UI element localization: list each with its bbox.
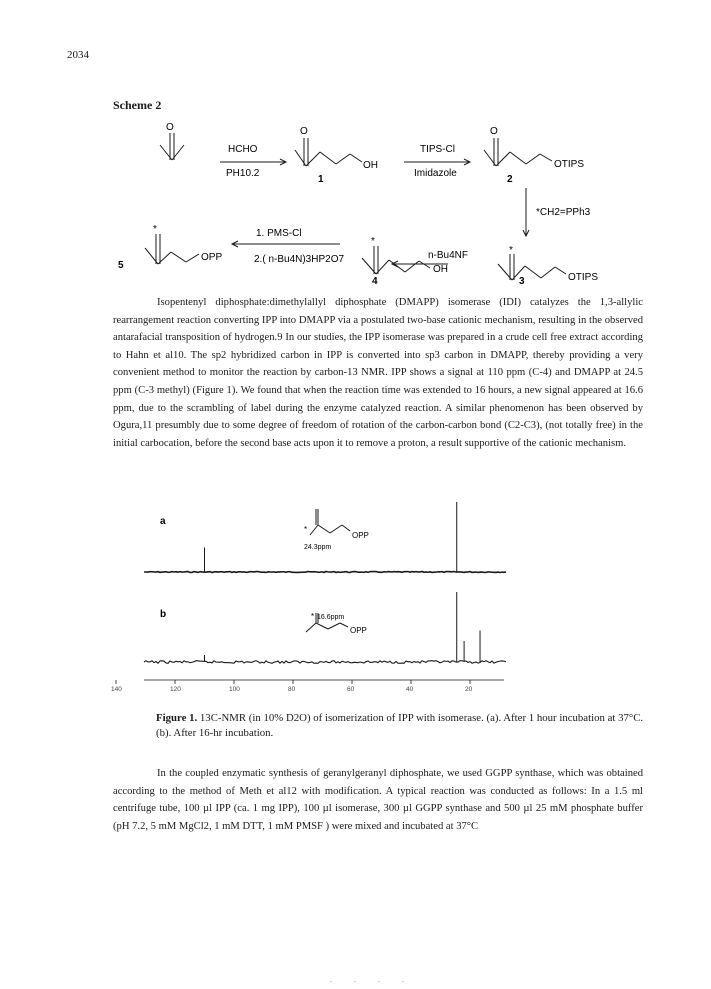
compound-2-oxygen-label: O bbox=[490, 126, 498, 137]
x-axis-tick-label: 100 bbox=[229, 686, 240, 693]
compound-3-star: * bbox=[509, 245, 513, 256]
panel-b-star: * bbox=[311, 612, 315, 621]
x-axis-tick-label: 40 bbox=[406, 686, 414, 693]
reagent-tbaf: n-Bu4NF bbox=[428, 250, 469, 261]
panel-a-star: * bbox=[304, 525, 308, 534]
compound-1-oh-label: OH bbox=[363, 160, 378, 171]
panel-a-shift-label: 24.3ppm bbox=[304, 544, 332, 551]
compound-5-opp-label: OPP bbox=[201, 252, 223, 263]
reagent-ph: PH10.2 bbox=[226, 168, 260, 179]
compound-4-star: * bbox=[371, 236, 375, 247]
compound-3-number: 3 bbox=[519, 276, 525, 287]
reagent-wittig: *CH2=PPh3 bbox=[536, 207, 591, 218]
paragraph-isomerase-mechanism: Isopentenyl diphosphate:dimethylallyl diphosphate (DMAPP) isomerase (IDI) catalyzes the 1,3-allylic rearrangement reaction converting IPP into DMAPP via a postulated two-base cationic mechanism, resulting in the observed antarafacial transposition of hydrogen.9 In our studies, the IPP isomerase was prepared in a crude cell free extract according to Hahn et al10. The sp2 hybridized carbon in IPP is converted into sp3 carbon in DMAPP, thereby providing a very convenient method to monitor the reaction by carbon-13 NMR. IPP shows a signal at 110 ppm (C-4) and DMAPP at 24.5 ppm (C-3 methyl) (Figure 1). We found that when the reaction time was extended to 16 hours, a new signal appeared at 16.6 ppm, due to the scrambling of label during the enzyme catalyzed reaction. A similar phenomenon has been observed by Ogura,11 presumbly due to some degree of freedom of rotation of the carbon-carbon bond (C2-C3), (not totally free) in the initial carbocation, before the second base acts upon it to remove a proton, a result supportive of the cationic mechanism. bbox=[113, 297, 643, 449]
reagent-tips-cl: TIPS-Cl bbox=[420, 144, 455, 155]
compound-3-otips-label: OTIPS bbox=[568, 272, 599, 283]
x-axis-tick-label: 140 bbox=[111, 686, 122, 693]
panel-b-shift-label: 16.6ppm bbox=[317, 614, 345, 621]
compound-2-otips-label: OTIPS bbox=[554, 159, 585, 170]
panel-a-opp-label: OPP bbox=[352, 531, 369, 540]
panel-b-opp-label: OPP bbox=[350, 626, 367, 635]
nmr-spectra-figure bbox=[0, 495, 711, 705]
x-axis-tick-label: 120 bbox=[170, 686, 181, 693]
x-axis-tick-label: 20 bbox=[465, 686, 473, 693]
paragraph-ggpp-synthesis: In the coupled enzymatic synthesis of geranylgeranyl diphosphate, we used GGPP synthase, which was obtained according to the method of Meth et al12 with modification. A typical reaction was conducted as follows: In a 1.5 ml centrifuge tube, 100 µl IPP (ca. 1 mg IPP), 100 µl isomerase, 300 µl GGPP synthase and 500 µl 25 mM phosphate buffer (pH 7.2, 5 mM MgCl2, 1 mM DTT, 1 mM PMSF ) were mixed and incubated at 37°C bbox=[113, 768, 643, 832]
scheme-2-diagram bbox=[0, 0, 711, 290]
reagent-pyrophosphate: 2.( n-Bu4N)3HP2O7 bbox=[254, 254, 345, 265]
compound-2-number: 2 bbox=[507, 174, 513, 185]
scan-artifact-dots: . . . . bbox=[330, 975, 414, 984]
x-axis-tick-label: 60 bbox=[347, 686, 355, 693]
panel-a-label: a bbox=[160, 516, 166, 527]
nmr-plot-area bbox=[111, 502, 506, 693]
reagent-imidazole: Imidazole bbox=[414, 168, 457, 179]
figure-caption bbox=[156, 711, 656, 741]
spectrum-b-baseline bbox=[144, 661, 506, 664]
spectrum-a-baseline bbox=[144, 572, 506, 573]
acetone-oxygen-label: O bbox=[166, 122, 174, 133]
page-number: 2034 bbox=[67, 49, 89, 61]
reagent-hcho: HCHO bbox=[228, 144, 258, 155]
scheme-title: Scheme 2 bbox=[113, 98, 162, 112]
compound-1-oxygen-label: O bbox=[300, 126, 308, 137]
compound-5-number: 5 bbox=[118, 260, 124, 271]
panel-b-label: b bbox=[160, 609, 167, 620]
reagent-pms-cl: 1. PMS-Cl bbox=[256, 228, 302, 239]
figure-caption-text: 13C-NMR (in 10% D2O) of isomerization of IPP with isomerase. (a). After 1 hour incubation at 37°C. (b). After 16-hr incubation. bbox=[156, 712, 644, 739]
compound-1-number: 1 bbox=[318, 174, 324, 185]
figure-caption-label: Figure 1. bbox=[156, 712, 198, 724]
compound-4-oh-label: OH bbox=[433, 264, 448, 275]
compound-4-number: 4 bbox=[372, 276, 378, 287]
x-axis-tick-label: 80 bbox=[288, 686, 296, 693]
compound-5-star: * bbox=[153, 224, 157, 235]
